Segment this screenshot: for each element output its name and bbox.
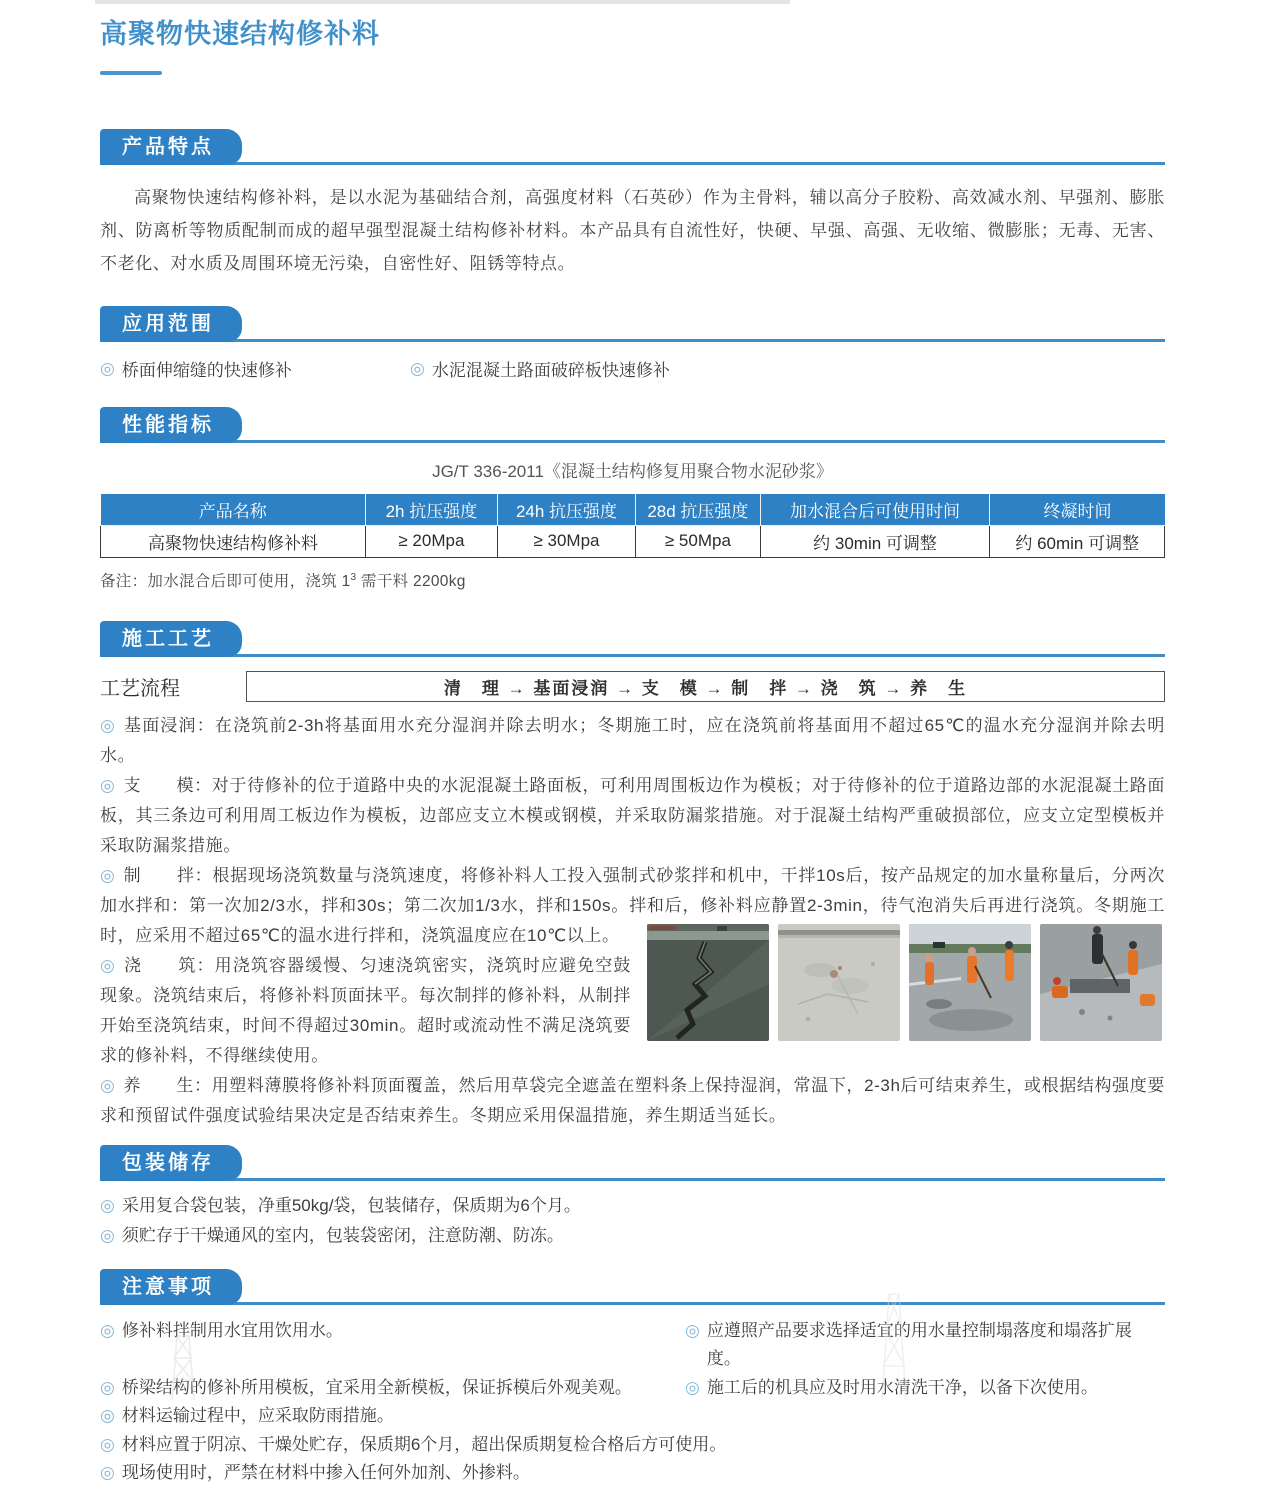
bullet-icon: ◎ <box>100 1075 116 1095</box>
process-step <box>100 711 1165 771</box>
process-step <box>100 771 1165 861</box>
note-item <box>100 1402 394 1431</box>
photo-damaged-concrete-slab <box>778 924 900 1041</box>
table-header-cell: 终凝时间 <box>990 494 1165 525</box>
process-steps <box>100 711 1165 1131</box>
bullet-icon: ◎ <box>100 1320 115 1340</box>
bullet-icon: ◎ <box>100 358 115 378</box>
section-badge-scope: 应用范围 <box>100 306 242 342</box>
photo-cracked-pavement <box>647 924 769 1041</box>
table-header-cell: 28d 抗压强度 <box>636 494 760 525</box>
table-cell: 高聚物快速结构修补料 <box>101 525 366 557</box>
note-item-text: 桥梁结构的修补所用模板，宜采用全新模板，保证拆模后外观美观。 <box>121 1377 632 1397</box>
section-badge-process: 施工工艺 <box>100 621 242 657</box>
footnote-superscript: 3 <box>350 571 357 583</box>
notes-row <box>100 1317 1165 1374</box>
scope-item <box>410 356 670 381</box>
features-paragraph: 高聚物快速结构修补料，是以水泥为基础结合剂，高强度材料（石英砂）作为主骨料，辅以高分子胶粉、高效减水剂、早强剂、膨胀剂、防离析等物质配制而成的超早强型混凝土结构修补材料。本产品具有自流性好，快硬、早强、高强、无收缩、微膨胀；无毒、无害、不老化、对水质及周围环境无污染，自密性好、阻锈等特点。 <box>100 188 1165 273</box>
process-step <box>100 861 1165 951</box>
bullet-icon: ◎ <box>100 715 117 735</box>
notes-row <box>100 1374 1165 1403</box>
bullet-icon: ◎ <box>100 1406 115 1425</box>
notes-row <box>100 1431 1165 1460</box>
section-badge-performance: 性能指标 <box>100 407 242 443</box>
storage-item-text: 须贮存于干燥通风的室内，包装袋密闭，注意防潮、防冻。 <box>121 1225 564 1245</box>
table-cell: ≥ 30Mpa <box>497 525 635 557</box>
notes-row <box>100 1459 1165 1488</box>
storage-item-text: 采用复合袋包装，净重50kg/袋，包装储存，保质期为6个月。 <box>121 1195 581 1215</box>
page-title: 高聚物快速结构修补料 <box>100 19 380 49</box>
table-header-row <box>101 494 1165 525</box>
footnote-text: 需干料 2200kg <box>356 572 466 590</box>
bullet-icon: ◎ <box>685 1320 700 1340</box>
bullet-icon: ◎ <box>100 955 116 975</box>
table-cell: ≥ 50Mpa <box>636 525 760 557</box>
photo-road-repair-crew <box>909 924 1031 1041</box>
flow-diagram: 清 理 → 基面浸润 → 支 模 → 制 拌 → 浇 筑 → 养 生 <box>246 671 1165 702</box>
site-photos <box>647 924 1165 1041</box>
note-item-text: 修补料拌制用水宜用饮用水。 <box>121 1320 343 1340</box>
table-header-cell: 加水混合后可使用时间 <box>760 494 990 525</box>
section-badge-storage: 包装储存 <box>100 1145 242 1181</box>
scope-list <box>100 356 1165 381</box>
section-badge-features: 产品特点 <box>100 129 242 165</box>
table-header-cell: 2h 抗压强度 <box>365 494 497 525</box>
title-underline <box>100 71 162 75</box>
performance-table <box>100 494 1165 558</box>
bullet-icon: ◎ <box>410 358 425 378</box>
section-header-process <box>100 621 1165 657</box>
bullet-icon: ◎ <box>100 1195 115 1215</box>
scope-item <box>100 356 410 381</box>
section-header-storage <box>100 1145 1165 1181</box>
note-item-text: 材料应置于阴凉、干燥处贮存，保质期6个月，超出保质期复检合格后方可使用。 <box>121 1434 727 1454</box>
table-header-cell: 产品名称 <box>101 494 366 525</box>
note-item-text: 现场使用时，严禁在材料中掺入任何外加剂、外掺料。 <box>121 1463 530 1482</box>
table-cell: ≥ 20Mpa <box>365 525 497 557</box>
storage-item <box>100 1191 1165 1221</box>
table-cell: 约 60min 可调整 <box>990 525 1165 557</box>
step-text: 基面浸润：在浇筑前2-3h将基面用水充分湿润并除去明水；冬期施工时，应在浇筑前将基面用不超过65℃的温水充分湿润并除去明水。 <box>100 715 1165 765</box>
note-item <box>100 1431 726 1460</box>
note-item <box>100 1459 530 1488</box>
watermark-pylon-sketch <box>868 1292 918 1401</box>
process-flow-row <box>100 671 1165 702</box>
note-item-text: 材料运输过程中，应采取防雨措施。 <box>121 1406 394 1425</box>
bullet-icon: ◎ <box>100 775 116 795</box>
section-header-notes <box>100 1269 1165 1305</box>
table-header-cell: 24h 抗压强度 <box>497 494 635 525</box>
bullet-icon: ◎ <box>100 1377 115 1397</box>
table-footnote <box>100 569 1165 591</box>
standard-reference: JG/T 336-2011《混凝土结构修复用聚合物水泥砂浆》 <box>432 462 833 481</box>
step-text: 浇 筑：用浇筑容器缓慢、匀速浇筑密实，浇筑时应避免空鼓现象。浇筑结束后，将修补料顶面抹平。每次制拌的修补料，从制拌开始至浇筑结束，时间不得超过30min。超时或流动性不满足浇筑要求的修补料，不得继续使用。 <box>100 955 631 1065</box>
step-text: 制 拌：根据现场浇筑数量与浇筑速度，将修补料人工投入强制式砂浆拌和机中，干拌10s后，按产品规定的加水量称量后，分两次加水拌和：第一次加2/3水，拌和30s；第二次加1/3水，拌和150s。拌和后，修补料应静置2-3min，待气泡消失后再进行浇筑。冬期施工时，应采用不超过65℃的温水进行拌和，浇筑温度应在10℃以上。 <box>100 865 1165 945</box>
bullet-icon: ◎ <box>100 865 116 885</box>
bullet-icon: ◎ <box>100 1434 115 1454</box>
note-item-text: 施工后的机具应及时用水清洗干净，以备下次使用。 <box>706 1377 1098 1397</box>
scope-item-text: 水泥混凝土路面破碎板快速修补 <box>431 361 670 380</box>
flow-label: 工艺流程 <box>100 677 180 700</box>
table-row <box>101 525 1165 557</box>
watermark-pylon-sketch <box>160 1334 206 1401</box>
section-header-performance <box>100 407 1165 443</box>
note-item <box>685 1317 1165 1374</box>
notes-list <box>100 1317 1165 1488</box>
section-header-features <box>100 129 1165 165</box>
bullet-icon: ◎ <box>685 1377 700 1397</box>
storage-list <box>100 1191 1165 1251</box>
process-step <box>100 1071 1165 1131</box>
step-text: 养 生：用塑料薄膜将修补料顶面覆盖，然后用草袋完全遮盖在塑料条上保持湿润，常温下，2-3h后可结束养生，或根据结构强度要求和预留试件强度试验结果决定是否结束养生。冬期应采用保温措施，养生期适当延长。 <box>100 1075 1165 1125</box>
photo-pavement-patching-crew <box>1040 924 1162 1041</box>
table-cell: 约 30min 可调整 <box>760 525 990 557</box>
section-header-scope <box>100 306 1165 342</box>
scope-item-text: 桥面伸缩缝的快速修补 <box>121 361 292 380</box>
notes-row <box>100 1402 1165 1431</box>
document-page <box>100 0 1165 1488</box>
section-badge-notes: 注意事项 <box>100 1269 242 1305</box>
note-item-text: 应遵照产品要求选择适宜的用水量控制塌落度和塌落扩展度。 <box>706 1320 1132 1368</box>
bullet-icon: ◎ <box>100 1463 115 1482</box>
bullet-icon: ◎ <box>100 1225 115 1245</box>
step-text: 支 模：对于待修补的位于道路中央的水泥混凝土路面板，可利用周围板边作为模板；对于待修补的位于道路边部的水泥混凝土路面板，其三条边可利用周工板边作为模板，边部应支立木模或钢模，并采取防漏浆措施。对于混凝土结构严重破损部位，应支立定型模板并采取防漏浆措施。 <box>100 775 1165 855</box>
storage-item <box>100 1221 1165 1251</box>
footnote-text: 备注：加水混合后即可使用，浇筑 1 <box>100 572 351 590</box>
